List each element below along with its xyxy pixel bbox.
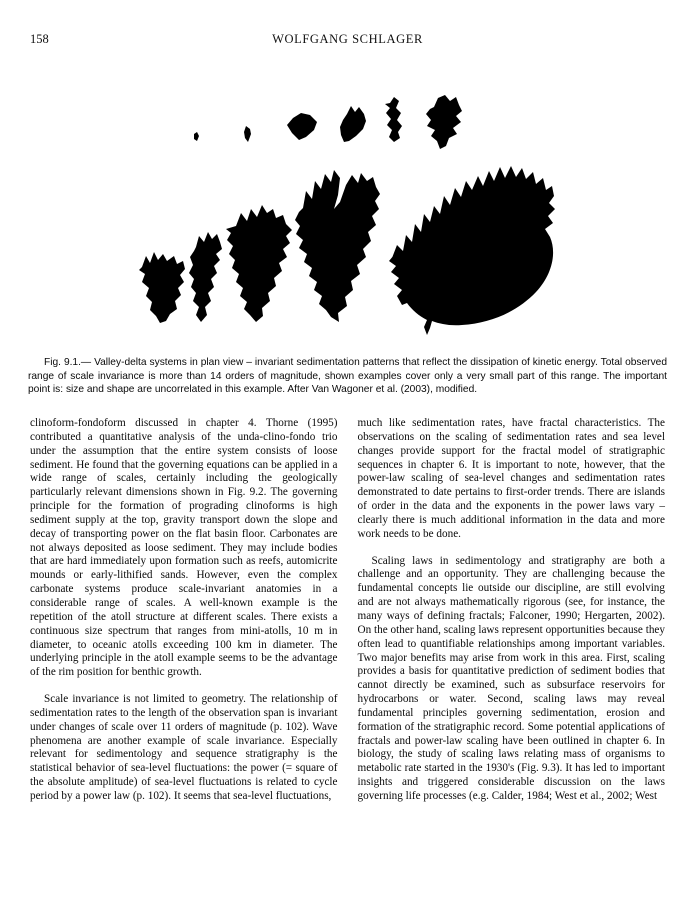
delta-silhouette-top-5 [385, 97, 402, 142]
delta-silhouette-bottom-4 [295, 170, 380, 322]
delta-silhouette-top-4 [340, 106, 366, 142]
figure-caption: Fig. 9.1.— Valley-delta systems in plan view – invariant sedimentation patterns that reflect the dissipation of kinetic energy. Total observed range of scale invariance is more than 14 orders of magnitude, shown examples cover only a very small part of this range. The important point is: size and shape are uncorrelated in this example. After Van Wagoner et al. (2003), modified. [28, 357, 667, 396]
delta-silhouette-top-1 [194, 132, 199, 141]
delta-silhouette-bottom-5 [389, 166, 555, 335]
left-column [30, 417, 338, 804]
paragraph: Scaling laws in sedimentology and stratigraphy are both a challenge and an opportunity. They are challenging because the fundamental concepts lie outside our discipline, are still evolving and are not always mathematically rigorous (see, for instance, the many ways of defining fractals; Falconer, 1990; Hergarten, 2002). On the other hand, scaling laws represent opportunities because they often lead to quantifiable relationships among important variables. Two major benefits may arise from work in this area. First, scaling provides a basis for quantitative prediction of sediment bodies that cannot directly be examined, such as subsurface reservoirs for hydrocarbons or water. Second, scaling laws may reveal fundamental principles governing sedimentation, erosion and formation of the stratigraphic record. Some potential applications of fractals and power-law scaling have been outlined in chapter 6. In biology, the study of scaling laws relating mass of organisms to metabolic rate started in the 1930's (Fig. 9.3). It has led to important insights and triggered considerable discussion on the laws governing life processes (e.g. Calder, 1984; West et al., 2002; West [357, 554, 665, 802]
paragraph: Scale invariance is not limited to geometry. The relationship of sedimentation rates to the length of the observation span is invariant under changes of scale over 11 orders of magnitude (p. 102). Wave phenomena are another example of scale invariance. Especially relevant for sedimentology and sequence stratigraphy is the statistical behavior of sea-level fluctuations: the power (= square of the absolute amplitude) of sea-level fluctuations is related to cycle period by a power law (p. 102). It seems that sea-level fluctuations, [30, 693, 338, 802]
delta-silhouette-bottom-1 [139, 252, 185, 323]
right-column [358, 417, 666, 804]
running-head: WOLFGANG SCHLAGER [272, 32, 423, 46]
delta-silhouette-top-6 [426, 95, 462, 149]
paragraph: much like sedimentation rates, have fractal characteristics. The observations on the scaling of sedimentation rates and sea level changes provide support for the fractal model of stratigraphic sequences in chapter 6. It is important to note, however, that the power-law scaling of sea-level changes and sedimentation rates demonstrated to date pertains to first-order trends. There are islands of order in the data and the exponents in the power laws vary – clearly there is much additional information in the data and more work needs to be done. [357, 417, 665, 540]
figure-9-1-image [0, 83, 695, 353]
paragraph: clinoform-fondoform discussed in chapter 4. Thorne (1995) contributed a quantitative analysis of the unda-clino-fondo trio under the assumption that the entire system consists of loose sediment. He found that the governing equations can be applied in a wide range of scales, certainly including the geologically particularly relevant dimensions shown in Fig. 9.2. The governing principle for the formation of prograding clinoforms is high sediment supply at the top, gravity transport down the slope and decay of transporting power on the flat basin floor. Carbonates are not always deposited as loose sediment. They may include bodies that are hard immediately upon formation such as reefs, automicrite mounds or early-lithified sands. However, even the complex carbonate systems produce scale-invariant anatomies in a considerable range of scales. A well-known example is the repetition of the atoll structure at different scales. There exists a continuous size spectrum that ranges from mini-atolls, 10 m in diameter, to oceanic atolls exceeding 100 km in diameter. The underlying principle in the atoll example seems to be the advantage of the rim position for benthic growth. [30, 417, 338, 679]
delta-silhouette-top-2 [244, 126, 251, 142]
delta-silhouettes-figure [0, 83, 695, 353]
page-number: 158 [30, 32, 49, 46]
body-text [30, 417, 665, 804]
delta-silhouette-bottom-2 [189, 232, 222, 322]
delta-silhouette-bottom-3 [226, 205, 292, 322]
delta-silhouette-top-3 [287, 113, 317, 140]
